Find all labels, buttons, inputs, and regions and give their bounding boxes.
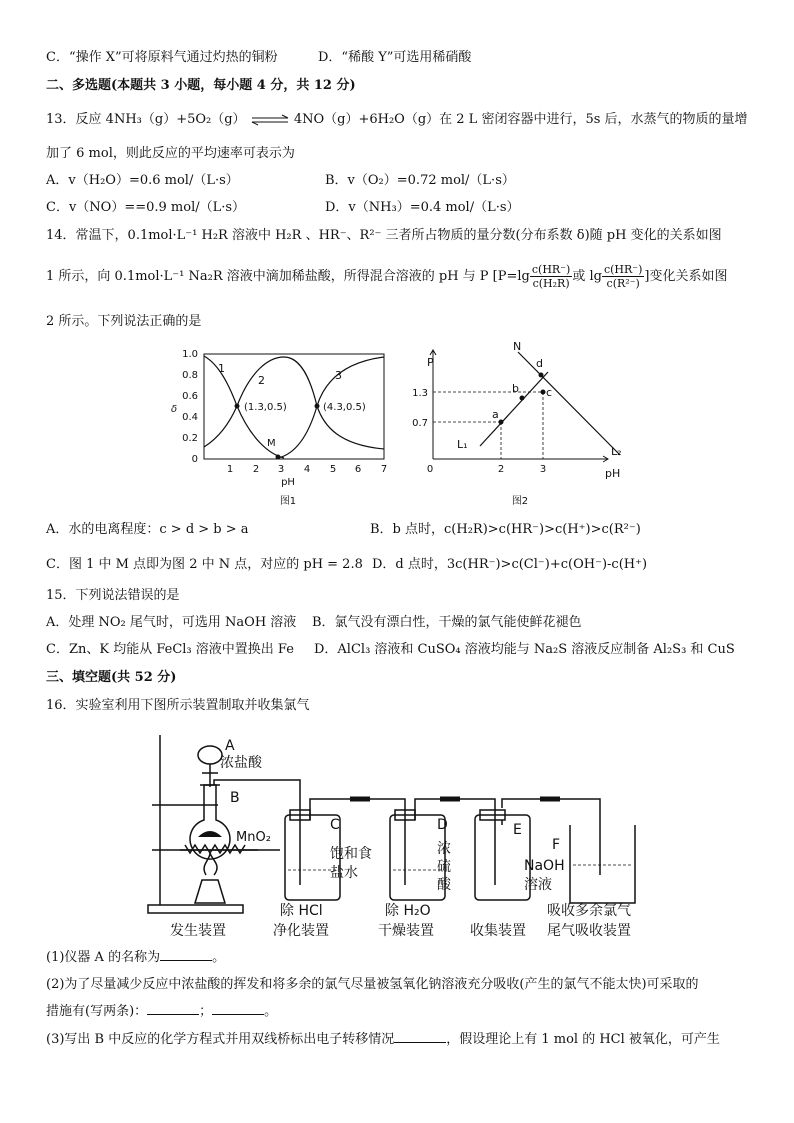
- fig2-xtick-3: 3: [539, 464, 547, 475]
- q16-sub2-text: 措施有(写两条)：: [46, 1004, 148, 1019]
- q14-or: 或 lg: [572, 269, 602, 284]
- fig1-point-2: [315, 404, 320, 409]
- q15-option-c: C．Zn、K 均能从 FeCl₃ 溶液中置换出 Fe: [46, 642, 294, 657]
- answer-blank-2[interactable]: [147, 1002, 199, 1015]
- label-d-liquid-3: 酸: [437, 877, 451, 893]
- fig2-point-b: [520, 396, 525, 401]
- figure-1: [160, 342, 400, 512]
- fig1-ylabel: δ: [170, 404, 178, 415]
- label-mno2: MnO₂: [236, 830, 271, 845]
- label-e: E: [513, 822, 522, 838]
- fig2-point-d: [539, 373, 544, 378]
- q13-stem-part2: 4NO（g）+6H₂O（g）在 2 L 密闭容器中进行，5s 后，水蒸气的物质的量增: [293, 112, 748, 127]
- answer-blank-1[interactable]: [160, 948, 212, 961]
- fraction-1-denominator: c(H₂R): [532, 277, 570, 290]
- fig2-point-c: [541, 390, 546, 395]
- fraction-1-numerator: c(HR⁻): [531, 263, 571, 276]
- fig1-ytick-0.4: 0.4: [182, 412, 198, 423]
- fig1-xtick-4: 4: [303, 464, 311, 475]
- fig1-point-1-label: (1.3,0.5): [244, 402, 287, 413]
- caption-generation: 发生装置: [170, 923, 226, 939]
- fig1-ytick-0.2: 0.2: [182, 433, 198, 444]
- fraction-2: [602, 263, 644, 290]
- fraction-2-numerator: c(HR⁻): [603, 263, 643, 276]
- fig1-point-2-label: (4.3,0.5): [323, 402, 366, 413]
- fig2-xtick-2: 2: [497, 464, 505, 475]
- q13-option-a: A．v（H₂O）=0.6 mol/（L·s）: [46, 173, 239, 188]
- q16-sub2-line2: [46, 1002, 277, 1022]
- fig2-line-l2: [518, 352, 620, 455]
- caption-f-1: 吸收多余氯气: [547, 903, 631, 919]
- section2-title: 二、多选题(本题共 3 小题，每小题 4 分，共 12 分): [46, 78, 356, 93]
- mno2-solid: [198, 831, 222, 837]
- caption-f-2: 尾气吸收装置: [547, 923, 631, 939]
- label-conc-hcl: 浓盐酸: [220, 755, 262, 771]
- answer-blank-3[interactable]: [212, 1002, 264, 1015]
- section3-title: 三、填空题(共 52 分): [46, 670, 177, 685]
- q14-stem-line1: 14．常温下，0.1mol·L⁻¹ H₂R 溶液中 H₂R 、HR⁻、R²⁻ 三者所占物质的量分数(分布系数 δ)随 pH 变化的关系如图: [46, 228, 722, 243]
- q16-sub3: [46, 1030, 720, 1050]
- caption-c-2: 净化装置: [273, 923, 329, 939]
- q16-sub1: [46, 948, 225, 968]
- q12-option-c: C．“操作 X”可将原料气通过灼热的铜粉: [46, 50, 278, 65]
- q16-sub3-end: ，假设理论上有 1 mol 的 HCl 被氧化，可产生: [446, 1032, 720, 1047]
- fraction-2-denominator: c(R²⁻): [606, 277, 640, 290]
- q14-stem-line2: [46, 262, 727, 292]
- figure-2: [410, 342, 630, 512]
- fig1-ytick-1.0: 1.0: [182, 349, 198, 360]
- fig2-point-c-label: c: [546, 386, 553, 399]
- fig1-curve-1-label: 1: [218, 362, 225, 375]
- label-d-liquid-1: 浓: [437, 841, 451, 857]
- fig2-l2-label: L₂: [611, 445, 622, 458]
- q16-stem: 16．实验室利用下图所示装置制取并收集氯气: [46, 698, 310, 713]
- apparatus-diagram: [140, 725, 660, 945]
- q14-stem-line3: 2 所示。下列说法正确的是: [46, 314, 202, 329]
- label-c-liquid-1: 饱和食: [330, 846, 372, 862]
- q14-stem-line2-part2: ]变化关系如图: [644, 269, 728, 284]
- fig1-point-m-label: M: [267, 438, 276, 449]
- q14-option-b: B．b 点时，c(H₂R)>c(HR⁻)>c(H⁺)>c(R²⁻): [370, 522, 641, 537]
- q14-option-a: A．水的电离程度：c > d > b > a: [46, 522, 249, 537]
- fraction-1: [530, 263, 572, 290]
- label-d-liquid-2: 硫: [437, 859, 451, 875]
- label-f-liquid-2: 溶液: [524, 877, 552, 893]
- fig1-xtick-5: 5: [329, 464, 337, 475]
- q15-option-d: D．AlCl₃ 溶液和 CuSO₄ 溶液均能与 Na₂S 溶液反应制备 Al₂S₃ 和 CuS: [314, 642, 735, 657]
- fig1-xlabel: pH: [281, 477, 295, 488]
- q16-sub3-text: (3)写出 B 中反应的化学方程式并用双线桥标出电子转移情况: [46, 1032, 395, 1047]
- q15-stem: 15．下列说法错误的是: [46, 588, 180, 603]
- fig2-ylabel: P: [427, 356, 434, 369]
- q14-option-d: D．d 点时，3c(HR⁻)>c(Cl⁻)+c(OH⁻)-c(H⁺): [372, 557, 648, 572]
- fig1-curve-2-label: 2: [258, 374, 265, 387]
- fig1-point-1: [235, 404, 240, 409]
- caption-d-1: 除 H₂O: [385, 903, 431, 919]
- q15-option-a: A．处理 NO₂ 尾气时，可选用 NaOH 溶液: [46, 615, 297, 630]
- answer-blank-4[interactable]: [394, 1030, 446, 1043]
- q16-sub1-text: (1)仪器 A 的名称为: [46, 950, 161, 965]
- q13-stem-line2: 加了 6 mol，则此反应的平均速率可表示为: [46, 146, 295, 161]
- fig2-caption: 图2: [511, 496, 529, 507]
- fig1-xtick-1: 1: [226, 464, 234, 475]
- label-a: A: [225, 738, 235, 754]
- fig2-point-a: [499, 420, 504, 425]
- q13-option-d: D．v（NH₃）=0.4 mol/（L·s）: [325, 200, 520, 215]
- equilibrium-arrow-icon: [250, 114, 290, 126]
- caption-d-2: 干燥装置: [378, 923, 434, 939]
- fig1-ytick-0.6: 0.6: [182, 391, 198, 402]
- caption-e: 收集装置: [470, 923, 526, 939]
- caption-c-1: 除 HCl: [280, 903, 323, 919]
- fig2-point-d-label: d: [536, 357, 543, 370]
- fig1-point-m: [276, 455, 281, 460]
- fig2-origin: 0: [426, 464, 434, 475]
- fig2-xlabel: pH: [605, 467, 621, 480]
- label-b: B: [230, 790, 240, 806]
- fig1-xtick-2: 2: [252, 464, 260, 475]
- fig2-point-b-label: b: [512, 382, 519, 395]
- fig2-point-a-label: a: [492, 408, 499, 421]
- fig1-xtick-6: 6: [354, 464, 362, 475]
- q16-sub2-line1: (2)为了尽量减少反应中浓盐酸的挥发和将多余的氯气尽量被氢氧化钠溶液充分吸收(产生的氯气不能太快)可采取的: [46, 977, 699, 992]
- fig1-ytick-0: 0: [191, 454, 198, 465]
- q16-sub1-end: 。: [212, 950, 226, 965]
- label-d: D: [437, 817, 448, 833]
- fig2-ytick-0.7: 0.7: [412, 418, 428, 429]
- fig1-xtick-3: 3: [277, 464, 285, 475]
- q14-option-c: C．图 1 中 M 点即为图 2 中 N 点，对应的 pH = 2.8: [46, 557, 363, 572]
- q15-option-b: B．氯气没有漂白性，干燥的氯气能使鲜花褪色: [312, 615, 582, 630]
- fig1-curve-3-label: 3: [335, 369, 342, 382]
- label-f-liquid-1: NaOH: [524, 858, 565, 874]
- q12-option-d: D．“稀酸 Y”可选用稀硝酸: [318, 50, 472, 65]
- label-c: C: [330, 817, 340, 833]
- fig2-point-n-label: N: [513, 342, 522, 353]
- q13-stem-part1: 13．反应 4NH₃（g）+5O₂（g）: [46, 112, 246, 127]
- q13-option-c: C．v（NO）==0.9 mol/（L·s）: [46, 200, 246, 215]
- q16-sub2-end: 。: [264, 1004, 278, 1019]
- label-c-liquid-2: 盐水: [330, 865, 358, 881]
- q13-stem: [46, 110, 748, 130]
- q13-option-b: B．v（O₂）=0.72 mol/（L·s）: [325, 173, 515, 188]
- fig1-caption: 图1: [279, 496, 297, 507]
- fig1-xtick-7: 7: [380, 464, 388, 475]
- fig1-ytick-0.8: 0.8: [182, 370, 198, 381]
- fig2-ytick-1.3: 1.3: [412, 388, 428, 399]
- label-f: F: [552, 837, 561, 853]
- fig2-l1-label: L₁: [457, 438, 468, 451]
- q14-stem-line2-part1: 1 所示，向 0.1mol·L⁻¹ Na₂R 溶液中滴加稀盐酸，所得混合溶液的 pH 与 P [P=lg: [46, 269, 530, 284]
- q16-sub2-sep: ；: [199, 1004, 213, 1019]
